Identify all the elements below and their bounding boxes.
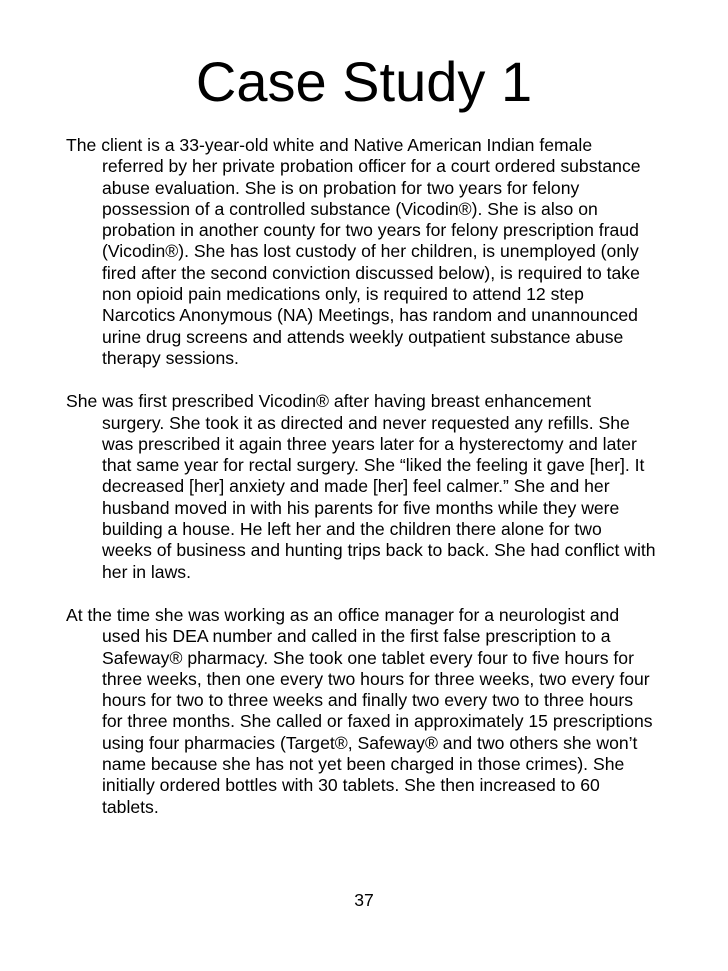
paragraph-prescription-history: She was first prescribed Vicodin® after having breast enhancement surgery. She took it as directed and never requested any refills. She was prescribed it again three years later for a hysterectomy and later that same year for rectal surgery. She “liked the feeling it gave [her]. It decreased [her] anxiety and made [her] feel calmer.” She and her husband moved in with his parents for five months while they were building a house. He left her and the children there alone for two weeks of business and hunting trips back to back. She had conflict with her in laws. <box>66 391 656 582</box>
page-number: 37 <box>354 890 374 910</box>
case-study-body <box>66 135 656 840</box>
paragraph-client-background: The client is a 33-year-old white and Native American Indian female referred by her private probation officer for a court ordered substance abuse evaluation. She is on probation for two years for felony possession of a controlled substance (Vicodin®). She is also on probation in another county for two years for felony prescription fraud (Vicodin®). She has lost custody of her children, is unemployed (only fired after the second conviction discussed below), is required to take non opioid pain medications only, is required to attend 12 step Narcotics Anonymous (NA) Meetings, has random and unannounced urine drug screens and attends weekly outpatient substance abuse therapy sessions. <box>66 135 641 368</box>
paragraph-prescription-fraud: At the time she was working as an office manager for a neurologist and used his DEA number and called in the first false prescription to a Safeway® pharmacy. She took one tablet every four to five hours for three weeks, then one every two hours for three weeks, two every four hours for two to three weeks and finally two every two to three hours for three months. She called or faxed in approximately 15 prescriptions using four pharmacies (Target®, Safeway® and two others she won’t name because she has not yet been charged in those crimes). She initially ordered bottles with 30 tablets. She then increased to 60 tablets. <box>66 604 653 817</box>
page-title: Case Study 1 <box>195 50 533 113</box>
